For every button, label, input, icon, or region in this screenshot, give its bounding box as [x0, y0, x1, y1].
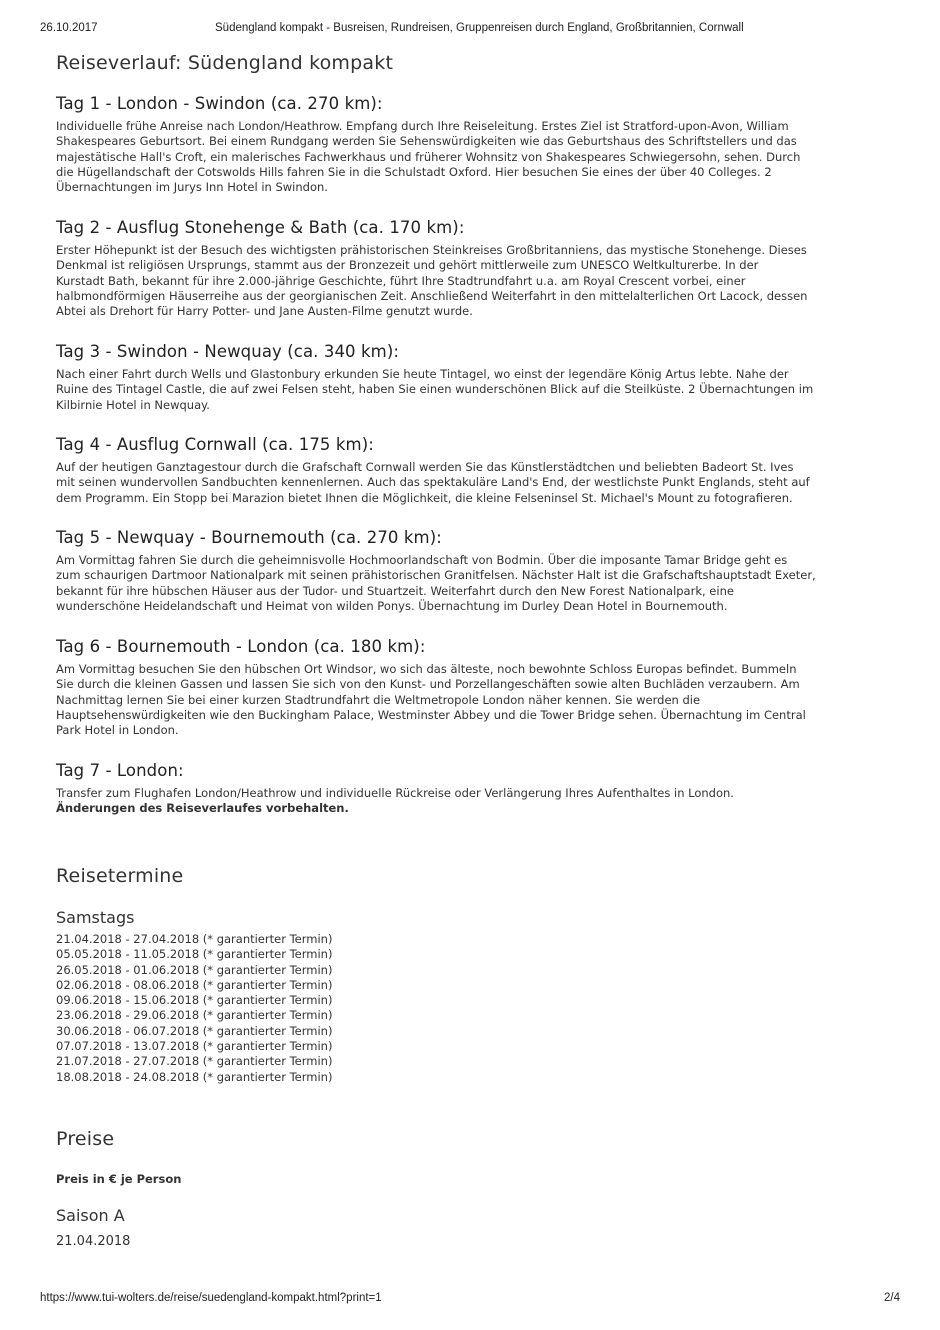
day-7-heading: Tag 7 - London:: [56, 761, 184, 780]
day-5-text: Am Vormittag fahren Sie durch die geheimnisvolle Hochmoorlandschaft von Bodmin. Über die imposante Tamar Bridge geht es zum schaurigen Dartmoor Nationalpark mit seinen prähistorischen Granitfelsen. Nächster Halt ist die Grafschaftshauptstadt Exeter, bekannt für ihre hübschen Häuser aus der Tudor- und Stuartzeit. Weiterfahrt durch den New Forest Nationalpark, eine wunderschöne Heidelandschaft und Heimat von wilden Ponys. Übernachtung im Durley Dean Hotel in Bournemouth.: [56, 553, 816, 613]
day-4-text: Auf der heutigen Ganztagestour durch die Grafschaft Cornwall werden Sie das Künstlerstädtchen und beliebten Badeort St. Ives mit seinen wundervollen Sandbuchten kennenlernen. Auch das spektakuläre Land's End, der westlichste Punkt Englands, steht auf dem Programm. Ein Stopp bei Marazion bietet Ihnen die Möglichkeit, die kleine Felseninsel St. Michael's Mount zu fotografieren.: [56, 460, 810, 505]
day-1-text: Individuelle frühe Anreise nach London/Heathrow. Empfang durch Ihre Reiseleitung. Erstes Ziel ist Stratford-upon-Avon, William Shakespeares Geburtsort. Bei einem Rundgang werden Sie Sehenswürdigkeiten wie das Geburtshaus des Schriftstellers und das majestätische Hall's Croft, ein malerisches Fachwerkhaus und früherer Wohnsitz von Shakespeares Schwiegersohn, sehen. Durch die Hügellandschaft der Cotswolds Hills fahren Sie in die Schulstadt Oxford. Hier besuchen Sie eines der über 40 Colleges. 2 Übernachtungen im Jurys Inn Hotel in Swindon.: [56, 119, 801, 195]
season-block: [56, 1206, 896, 1249]
day-7: [56, 761, 896, 817]
season-title: Saison A: [56, 1206, 125, 1225]
date-item: 18.08.2018 - 24.08.2018 (* garantierter Termin): [56, 1069, 333, 1084]
print-footer: [40, 1292, 900, 1308]
dates-section: [56, 865, 896, 887]
date-item: 30.06.2018 - 06.07.2018 (* garantierter Termin): [56, 1023, 333, 1038]
date-item: 23.06.2018 - 29.06.2018 (* garantierter Termin): [56, 1008, 333, 1023]
day-6-text: Am Vormittag besuchen Sie den hübschen Ort Windsor, wo sich das älteste, noch bewohnte Schloss Europas befindet. Bummeln Sie durch die kleinen Gassen und lassen Sie sich von den Kunst- und Porzellangeschäften sowie alten Buchläden verzaubern. Am Nachmittag lernen Sie bei einer kurzen Stadtrundfahrt die Weltmetropole London näher kennen. Sie werden die Hauptsehenswürdigkeiten wie den Buckingham Palace, Westminster Abbey und die Tower Bridge sehen. Übernachtung im Central Park Hotel in London.: [56, 662, 806, 738]
date-item: 07.07.2018 - 13.07.2018 (* garantierter Termin): [56, 1039, 333, 1054]
dates-weekday-block: [56, 908, 896, 1085]
date-item: 09.06.2018 - 15.06.2018 (* garantierter Termin): [56, 993, 333, 1008]
day-5-heading: Tag 5 - Newquay - Bournemouth (ca. 270 km):: [56, 528, 442, 547]
day-3-heading: Tag 3 - Swindon - Newquay (ca. 340 km):: [56, 342, 400, 361]
dates-list: [56, 932, 896, 1085]
print-header: [40, 22, 900, 38]
prices-note-block: [56, 1172, 896, 1186]
date-item: 05.05.2018 - 11.05.2018 (* garantierter Termin): [56, 947, 333, 962]
page-number: 2/4: [884, 1292, 900, 1304]
itinerary-disclaimer: Änderungen des Reiseverlaufes vorbehalten.: [56, 801, 349, 816]
day-3-text: Nach einer Fahrt durch Wells und Glastonbury erkunden Sie heute Tintagel, wo einst der legendäre König Artus lebte. Nahe der Ruine des Tintagel Castle, die auf zwei Felsen steht, haben Sie einen wunderschönen Blick auf die Steilküste. 2 Übernachtungen im Kilbirnie Hotel in Newquay.: [56, 367, 814, 412]
date-item: 02.06.2018 - 08.06.2018 (* garantierter Termin): [56, 977, 333, 992]
price-per-person-note: Preis in € je Person: [56, 1172, 182, 1186]
date-item: 21.04.2018 - 27.04.2018 (* garantierter Termin): [56, 932, 333, 946]
day-6-heading: Tag 6 - Bournemouth - London (ca. 180 km):: [56, 637, 426, 656]
day-6: [56, 637, 896, 738]
day-2-text: Erster Höhepunkt ist der Besuch des wichtigsten prähistorischen Steinkreises Großbritanniens, das mystische Stonehenge. Dieses Denkmal ist religiösen Ursprungs, stammt aus der Bronzezeit und gehört mittlerweile zum UNESCO Weltkulturerbe. In der Kurstadt Bath, bekannt für ihre 2.000-jährige Geschichte, führt Ihre Stadtrundfahrt u.a. am Royal Crescent vorbei, einer halbmondförmigen Häuserreihe aus der georgianischen Zeit. Anschließend Weiterfahrt in den mittelalterlichen Ort Lacock, dessen Abtei als Drehort für Harry Potter- und Jane Austen-Filme genutzt wurde.: [56, 243, 808, 319]
day-5: [56, 528, 896, 614]
prices-section: [56, 1128, 896, 1150]
day-1-heading: Tag 1 - London - Swindon (ca. 270 km):: [56, 94, 383, 113]
print-date: 26.10.2017: [40, 22, 98, 34]
day-4-heading: Tag 4 - Ausflug Cornwall (ca. 175 km):: [56, 435, 374, 454]
itinerary-title: Reiseverlauf: Südengland kompakt: [56, 52, 394, 74]
print-document-title: Südengland kompakt - Busreisen, Rundreisen, Gruppenreisen durch England, Großbritannien, Cornwall: [215, 22, 744, 34]
dates-weekday: Samstags: [56, 908, 135, 927]
day-3: [56, 342, 896, 413]
date-item: 21.07.2018 - 27.07.2018 (* garantierter Termin): [56, 1054, 333, 1069]
day-2: [56, 218, 896, 319]
season-date: 21.04.2018: [56, 1234, 131, 1249]
day-2-heading: Tag 2 - Ausflug Stonehenge & Bath (ca. 170 km):: [56, 218, 465, 237]
day-4: [56, 435, 896, 506]
day-7-text: Transfer zum Flughafen London/Heathrow und individuelle Rückreise oder Verlängerung Ihres Aufenthaltes in London.: [56, 786, 734, 800]
day-1: [56, 94, 896, 195]
itinerary-section: [56, 52, 896, 74]
print-url: https://www.tui-wolters.de/reise/suedengland-kompakt.html?print=1: [40, 1292, 382, 1304]
prices-title: Preise: [56, 1128, 115, 1150]
dates-title: Reisetermine: [56, 865, 184, 887]
date-item: 26.05.2018 - 01.06.2018 (* garantierter Termin): [56, 962, 333, 977]
